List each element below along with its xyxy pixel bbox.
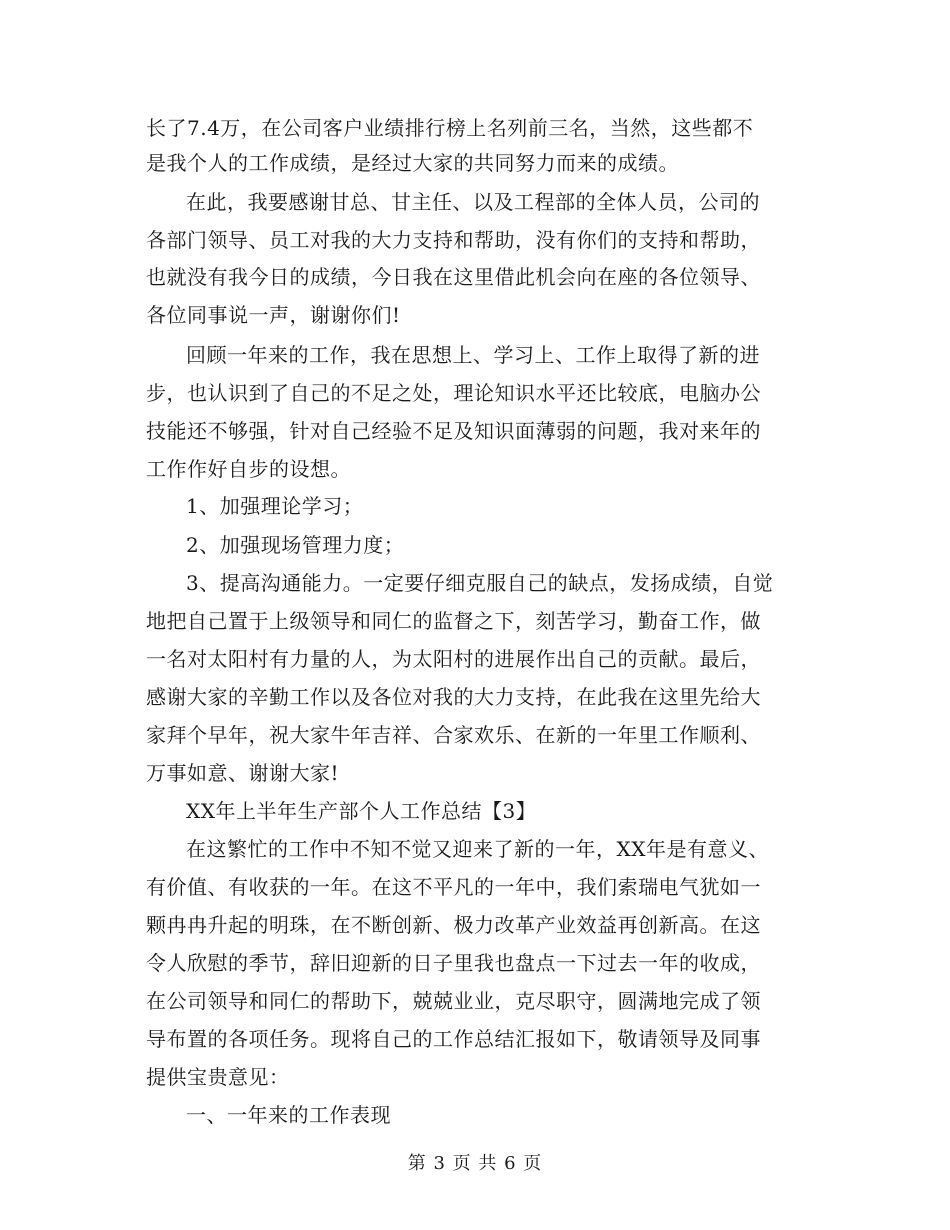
body-line: 各部门领导、员工对我的大力支持和帮助，没有你们的支持和帮助， [146, 228, 761, 252]
body-line: 感谢大家的辛勤工作以及各位对我的大力支持，在此我在这里先给大 [146, 685, 761, 709]
body-line: 回顾一年来的工作，我在思想上、学习上、工作上取得了新的进 [186, 343, 760, 367]
body-line: 长了7.4万，在公司客户业绩排行榜上名列前三名，当然，这些都不 [146, 116, 754, 140]
page-number-footer: 第 3 页 共 6 页 [407, 1153, 543, 1174]
body-line: 各位同事说一声，谢谢你们! [146, 303, 401, 327]
body-line: 一名对太阳村有力量的人，为太阳村的进展作出自己的贡献。最后， [146, 647, 761, 671]
body-line: 是我个人的工作成绩，是经过大家的共同努力而来的成绩。 [146, 151, 679, 175]
body-line: 颗冉冉升起的明珠，在不断创新、极力改革产业效益再创新高。在这 [146, 913, 761, 937]
body-line: 导布置的各项任务。现将自己的工作总结汇报如下，敬请领导及同事 [146, 1027, 761, 1051]
body-line: 地把自己置于上级领导和同仁的监督之下，刻苦学习，勤奋工作，做 [146, 609, 761, 633]
subsection-heading: 一、一年来的工作表现 [186, 1103, 391, 1127]
body-line: 在这繁忙的工作中不知不觉又迎来了新的一年，XX年是有意义、 [186, 837, 769, 861]
list-item: 1、加强理论学习； [186, 494, 364, 518]
section-heading: XX年上半年生产部个人工作总结【3】 [186, 799, 537, 823]
body-line: 令人欣慰的季节，辞旧迎新的日子里我也盘点一下过去一年的收成， [146, 951, 761, 975]
body-line: 提供宝贵意见： [146, 1065, 290, 1089]
body-line: 步，也认识到了自己的不足之处，理论知识水平还比较底，电脑办公 [146, 381, 761, 405]
body-line: 技能还不够强，针对自己经验不足及知识面薄弱的问题，我对来年的 [146, 419, 761, 443]
body-line: 工作作好自步的设想。 [146, 457, 351, 481]
list-item: 2、加强现场管理力度； [186, 533, 405, 557]
body-line: 也就没有我今日的成绩，今日我在这里借此机会向在座的各位领导、 [146, 265, 761, 289]
list-item: 3、提高沟通能力。一定要仔细克服自己的缺点，发扬成绩，自觉 [186, 571, 774, 595]
body-line: 万事如意、谢谢大家! [146, 761, 340, 785]
body-line: 家拜个早年，祝大家牛年吉祥、合家欢乐、在新的一年里工作顺利、 [146, 723, 761, 747]
body-line: 在公司领导和同仁的帮助下，兢兢业业，克尽职守，圆满地完成了领 [146, 989, 761, 1013]
body-line: 有价值、有收获的一年。在这不平凡的一年中，我们索瑞电气犹如一 [146, 875, 761, 899]
body-line: 在此，我要感谢甘总、甘主任、以及工程部的全体人员，公司的 [186, 190, 760, 214]
